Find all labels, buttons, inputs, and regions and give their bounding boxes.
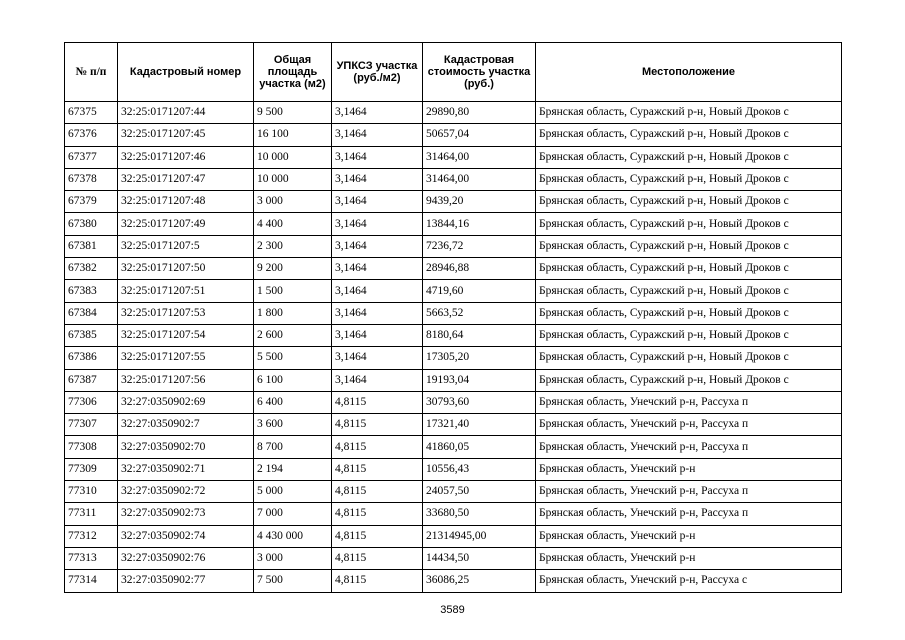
- cell-area: 4 430 000: [254, 525, 332, 547]
- cell-cadastral-number: 32:27:0350902:77: [118, 570, 254, 592]
- cell-cadastral-number: 32:25:0171207:53: [118, 302, 254, 324]
- cell-area: 2 300: [254, 235, 332, 257]
- table-body: [65, 102, 842, 593]
- cell-cadastral-number: 32:27:0350902:71: [118, 458, 254, 480]
- cell-cadastral-value: 31464,00: [423, 146, 536, 168]
- cell-upksz: 3,1464: [332, 102, 423, 124]
- cell-number: 77307: [65, 414, 118, 436]
- cell-number: 67377: [65, 146, 118, 168]
- cell-cadastral-value: 7236,72: [423, 235, 536, 257]
- table-row: [65, 280, 842, 302]
- cell-location: Брянская область, Суражский р-н, Новый Дроков с: [536, 191, 842, 213]
- cell-cadastral-number: 32:25:0171207:49: [118, 213, 254, 235]
- header-number: № п/п: [65, 43, 118, 102]
- cell-upksz: 4,8115: [332, 391, 423, 413]
- table-row: [65, 436, 842, 458]
- cell-location: Брянская область, Суражский р-н, Новый Дроков с: [536, 124, 842, 146]
- cell-location: Брянская область, Суражский р-н, Новый Дроков с: [536, 102, 842, 124]
- cell-cadastral-number: 32:27:0350902:72: [118, 481, 254, 503]
- cell-area: 4 400: [254, 213, 332, 235]
- cell-area: 1 500: [254, 280, 332, 302]
- cell-cadastral-number: 32:25:0171207:44: [118, 102, 254, 124]
- cell-cadastral-value: 29890,80: [423, 102, 536, 124]
- cell-area: 10 000: [254, 168, 332, 190]
- cell-number: 67381: [65, 235, 118, 257]
- cell-cadastral-value: 24057,50: [423, 481, 536, 503]
- cell-location: Брянская область, Суражский р-н, Новый Дроков с: [536, 324, 842, 346]
- table-row: [65, 102, 842, 124]
- cell-number: 67380: [65, 213, 118, 235]
- table-row: [65, 302, 842, 324]
- cell-location: Брянская область, Суражский р-н, Новый Дроков с: [536, 168, 842, 190]
- cell-cadastral-value: 28946,88: [423, 258, 536, 280]
- cell-number: 67387: [65, 369, 118, 391]
- cell-upksz: 3,1464: [332, 124, 423, 146]
- cell-area: 9 200: [254, 258, 332, 280]
- cell-cadastral-value: 30793,60: [423, 391, 536, 413]
- cell-number: 67384: [65, 302, 118, 324]
- cell-area: 16 100: [254, 124, 332, 146]
- cell-cadastral-number: 32:25:0171207:54: [118, 324, 254, 346]
- cell-cadastral-number: 32:25:0171207:5: [118, 235, 254, 257]
- cell-area: 6 400: [254, 391, 332, 413]
- cell-cadastral-value: 31464,00: [423, 168, 536, 190]
- cell-upksz: 3,1464: [332, 369, 423, 391]
- header-area: Общая площадь участка (м2): [254, 43, 332, 102]
- table-row: [65, 168, 842, 190]
- cell-upksz: 4,8115: [332, 414, 423, 436]
- cell-number: 77314: [65, 570, 118, 592]
- cell-upksz: 4,8115: [332, 458, 423, 480]
- cell-upksz: 3,1464: [332, 280, 423, 302]
- cell-area: 5 500: [254, 347, 332, 369]
- cell-area: 7 000: [254, 503, 332, 525]
- cell-location: Брянская область, Унечский р-н, Рассуха с: [536, 570, 842, 592]
- cell-number: 67385: [65, 324, 118, 346]
- cell-area: 9 500: [254, 102, 332, 124]
- table-row: [65, 414, 842, 436]
- cell-number: 77310: [65, 481, 118, 503]
- cell-number: 67379: [65, 191, 118, 213]
- cell-upksz: 3,1464: [332, 191, 423, 213]
- cell-cadastral-number: 32:27:0350902:76: [118, 547, 254, 569]
- page-number: 3589: [440, 604, 465, 616]
- header-cadastral-value: Кадастровая стоимость участка (руб.): [423, 43, 536, 102]
- cell-upksz: 4,8115: [332, 503, 423, 525]
- cell-cadastral-value: 33680,50: [423, 503, 536, 525]
- table-row: [65, 458, 842, 480]
- cell-area: 1 800: [254, 302, 332, 324]
- cell-cadastral-value: 17321,40: [423, 414, 536, 436]
- table-row: [65, 146, 842, 168]
- cell-upksz: 3,1464: [332, 235, 423, 257]
- cell-upksz: 4,8115: [332, 481, 423, 503]
- cell-cadastral-number: 32:27:0350902:69: [118, 391, 254, 413]
- cell-upksz: 3,1464: [332, 146, 423, 168]
- cell-area: 10 000: [254, 146, 332, 168]
- cell-location: Брянская область, Суражский р-н, Новый Дроков с: [536, 146, 842, 168]
- cadastre-table: [64, 42, 842, 593]
- cell-location: Брянская область, Суражский р-н, Новый Дроков с: [536, 280, 842, 302]
- table-row: [65, 213, 842, 235]
- cell-number: 77309: [65, 458, 118, 480]
- cell-cadastral-value: 19193,04: [423, 369, 536, 391]
- cell-cadastral-number: 32:27:0350902:7: [118, 414, 254, 436]
- cell-cadastral-value: 13844,16: [423, 213, 536, 235]
- cell-number: 67386: [65, 347, 118, 369]
- cell-location: Брянская область, Унечский р-н, Рассуха п: [536, 436, 842, 458]
- table-row: [65, 191, 842, 213]
- cell-cadastral-number: 32:25:0171207:55: [118, 347, 254, 369]
- table-row: [65, 369, 842, 391]
- cell-cadastral-value: 50657,04: [423, 124, 536, 146]
- cell-upksz: 4,8115: [332, 547, 423, 569]
- cell-cadastral-number: 32:27:0350902:73: [118, 503, 254, 525]
- cell-location: Брянская область, Суражский р-н, Новый Дроков с: [536, 235, 842, 257]
- cell-cadastral-number: 32:25:0171207:48: [118, 191, 254, 213]
- cell-area: 2 194: [254, 458, 332, 480]
- cell-location: Брянская область, Унечский р-н: [536, 458, 842, 480]
- cell-number: 77313: [65, 547, 118, 569]
- cell-area: 3 600: [254, 414, 332, 436]
- table-row: [65, 481, 842, 503]
- cell-number: 77311: [65, 503, 118, 525]
- table-row: [65, 258, 842, 280]
- cell-number: 67375: [65, 102, 118, 124]
- cell-cadastral-value: 5663,52: [423, 302, 536, 324]
- cell-location: Брянская область, Унечский р-н: [536, 547, 842, 569]
- cell-cadastral-value: 14434,50: [423, 547, 536, 569]
- cell-location: Брянская область, Суражский р-н, Новый Дроков с: [536, 213, 842, 235]
- table-row: [65, 525, 842, 547]
- header-cadastral-number: Кадастровый номер: [118, 43, 254, 102]
- cell-number: 67378: [65, 168, 118, 190]
- cell-cadastral-value: 10556,43: [423, 458, 536, 480]
- table-row: [65, 391, 842, 413]
- cell-cadastral-number: 32:25:0171207:50: [118, 258, 254, 280]
- cell-cadastral-number: 32:25:0171207:51: [118, 280, 254, 302]
- table-row: [65, 503, 842, 525]
- cell-cadastral-value: 36086,25: [423, 570, 536, 592]
- cell-area: 2 600: [254, 324, 332, 346]
- cell-cadastral-value: 4719,60: [423, 280, 536, 302]
- cell-cadastral-value: 21314945,00: [423, 525, 536, 547]
- cell-upksz: 3,1464: [332, 302, 423, 324]
- cell-upksz: 4,8115: [332, 525, 423, 547]
- cell-cadastral-value: 9439,20: [423, 191, 536, 213]
- cell-number: 67382: [65, 258, 118, 280]
- cell-location: Брянская область, Суражский р-н, Новый Дроков с: [536, 369, 842, 391]
- cell-area: 3 000: [254, 547, 332, 569]
- cell-number: 67376: [65, 124, 118, 146]
- cell-cadastral-number: 32:25:0171207:46: [118, 146, 254, 168]
- cell-location: Брянская область, Унечский р-н: [536, 525, 842, 547]
- cell-area: 5 000: [254, 481, 332, 503]
- cell-location: Брянская область, Суражский р-н, Новый Дроков с: [536, 258, 842, 280]
- cell-location: Брянская область, Унечский р-н, Рассуха п: [536, 503, 842, 525]
- cell-cadastral-number: 32:27:0350902:74: [118, 525, 254, 547]
- table-header-row: [65, 43, 842, 102]
- cell-upksz: 4,8115: [332, 570, 423, 592]
- cell-area: 6 100: [254, 369, 332, 391]
- table-row: [65, 547, 842, 569]
- cell-cadastral-value: 41860,05: [423, 436, 536, 458]
- cell-number: 77312: [65, 525, 118, 547]
- cell-location: Брянская область, Унечский р-н, Рассуха п: [536, 481, 842, 503]
- cell-location: Брянская область, Суражский р-н, Новый Дроков с: [536, 302, 842, 324]
- cell-number: 77308: [65, 436, 118, 458]
- table-row: [65, 570, 842, 592]
- cell-upksz: 3,1464: [332, 213, 423, 235]
- cell-upksz: 3,1464: [332, 168, 423, 190]
- cell-location: Брянская область, Суражский р-н, Новый Дроков с: [536, 347, 842, 369]
- cell-cadastral-number: 32:27:0350902:70: [118, 436, 254, 458]
- cell-cadastral-number: 32:25:0171207:47: [118, 168, 254, 190]
- cell-area: 3 000: [254, 191, 332, 213]
- cell-number: 67383: [65, 280, 118, 302]
- table-row: [65, 235, 842, 257]
- cell-cadastral-number: 32:25:0171207:56: [118, 369, 254, 391]
- table-row: [65, 124, 842, 146]
- cell-location: Брянская область, Унечский р-н, Рассуха п: [536, 414, 842, 436]
- cell-cadastral-value: 8180,64: [423, 324, 536, 346]
- cell-cadastral-number: 32:25:0171207:45: [118, 124, 254, 146]
- cell-area: 7 500: [254, 570, 332, 592]
- header-upksz: УПКСЗ участка (руб./м2): [332, 43, 423, 102]
- cell-cadastral-value: 17305,20: [423, 347, 536, 369]
- cell-upksz: 4,8115: [332, 436, 423, 458]
- table-row: [65, 324, 842, 346]
- cell-upksz: 3,1464: [332, 324, 423, 346]
- cell-number: 77306: [65, 391, 118, 413]
- cell-upksz: 3,1464: [332, 347, 423, 369]
- cell-upksz: 3,1464: [332, 258, 423, 280]
- cell-area: 8 700: [254, 436, 332, 458]
- header-location: Местоположение: [536, 43, 842, 102]
- table-row: [65, 347, 842, 369]
- cell-location: Брянская область, Унечский р-н, Рассуха п: [536, 391, 842, 413]
